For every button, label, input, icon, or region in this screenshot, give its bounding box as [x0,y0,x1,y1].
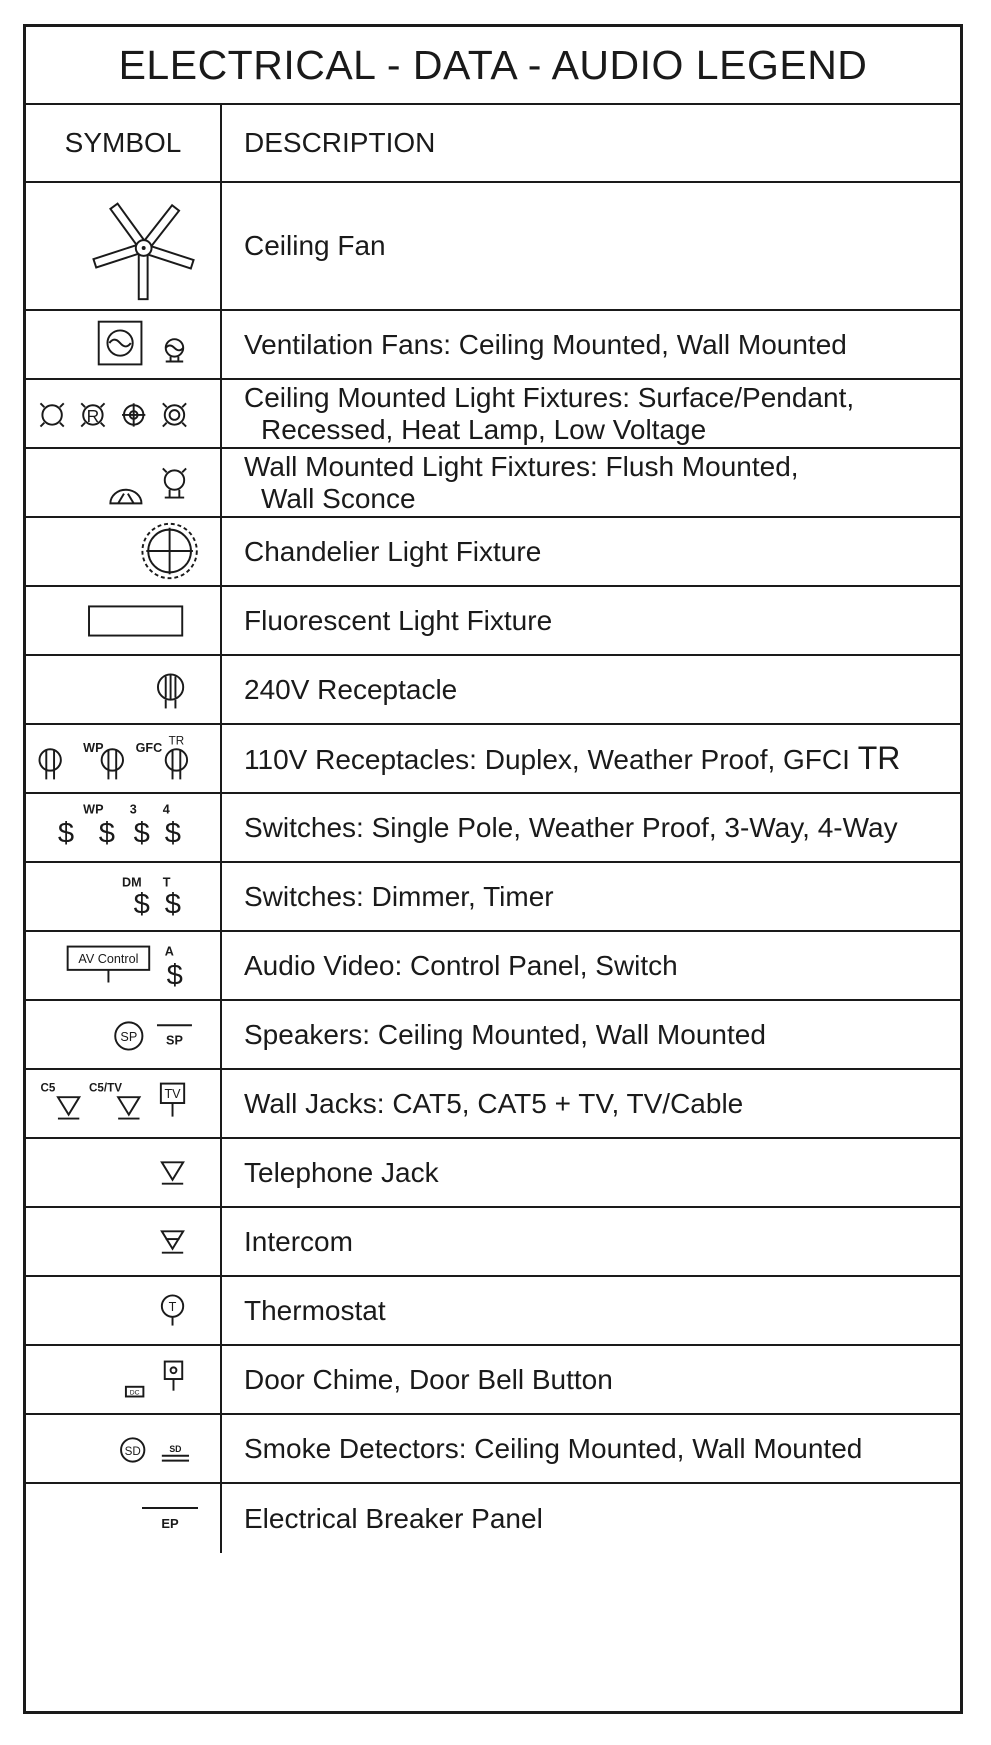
row-description: Fluorescent Light Fixture [244,604,553,636]
ceiling-light-fixtures-icon [26,380,220,447]
legend-row-240v [26,656,960,725]
thermostat-icon [26,1277,220,1344]
svg-text:3: 3 [129,802,137,817]
row-description: Ceiling Mounted Light Fixtures: Surface/Pendant, [244,381,855,413]
svg-text:A: A [164,944,174,959]
svg-text:$: $ [166,959,183,992]
recessed-label: R [86,405,100,426]
svg-text:$: $ [57,817,75,850]
av-control-icon [26,932,220,999]
legend-row-ceiling-lights [26,380,960,449]
description-header: DESCRIPTION [244,127,436,158]
door-chime-icon [26,1346,220,1413]
row-description: Audio Video: Control Panel, Switch [244,949,678,981]
svg-text:WP: WP [83,741,104,756]
row-description: Wall Mounted Light Fixtures: Flush Mounted, [244,450,799,482]
svg-text:TV: TV [164,1087,181,1102]
svg-text:$: $ [98,817,115,850]
legend-row-fluorescent [26,587,960,656]
telephone-jack-icon [26,1139,220,1206]
speaker-icon [26,1001,220,1068]
row-description: Ceiling Fan [244,230,386,261]
row-description: Telephone Jack [244,1156,439,1188]
breaker-panel-icon [26,1484,220,1553]
row-description: 240V Receptacle [244,673,458,705]
svg-text:GFC: GFC [135,741,163,756]
row-description: Switches: Single Pole, Weather Proof, 3-Way, 4-Way [244,811,898,843]
svg-text:AV Control: AV Control [78,952,139,967]
legend-row-switches [26,794,960,863]
legend-row-thermostat [26,1277,960,1346]
legend-row-110v [26,725,960,794]
svg-text:SD: SD [124,1444,141,1458]
ventilation-fan-icon [26,311,220,378]
dimmer-timer-icon [26,863,220,930]
legend-row-wall-jacks [26,1070,960,1139]
legend-row-wall-lights [26,449,960,518]
svg-text:$: $ [133,888,150,921]
legend-row-smoke-detectors [26,1415,960,1484]
legend-row-speakers [26,1001,960,1070]
chandelier-icon [26,518,220,585]
tamper-resistant-label: TR [857,739,901,776]
switches-icon [26,794,220,861]
legend-row-dimmer-timer [26,863,960,932]
svg-text:TR: TR [168,734,185,748]
legend-row-breaker-panel [26,1484,960,1711]
row-description: Smoke Detectors: Ceiling Mounted, Wall Mounted [244,1432,863,1464]
svg-text:C5: C5 [40,1081,56,1095]
row-description-line2: Recessed, Heat Lamp, Low Voltage [261,413,707,445]
row-description: Switches: Dimmer, Timer [244,880,554,912]
legend-row-intercom [26,1208,960,1277]
svg-text:$: $ [164,817,181,850]
row-description: 110V Receptacles: Duplex, Weather Proof, GFCI [244,743,850,775]
legend-table [23,24,963,1714]
row-description: Chandelier Light Fixture [244,535,542,567]
legend-row-door-chime [26,1346,960,1415]
svg-text:T: T [162,875,171,890]
svg-text:WP: WP [83,802,104,817]
legend-title: ELECTRICAL - DATA - AUDIO LEGEND [26,27,960,105]
legend-row-telephone [26,1139,960,1208]
header-row [26,105,960,183]
svg-text:SD: SD [169,1443,182,1454]
svg-text:$: $ [133,817,150,850]
wall-jack-icon [26,1070,220,1137]
svg-text:T: T [168,1299,177,1314]
svg-text:SP: SP [166,1033,183,1048]
legend-row-ceiling-fan [26,183,960,311]
row-description: Door Chime, Door Bell Button [244,1363,613,1395]
intercom-icon [26,1208,220,1275]
receptacles-110v-icon [26,725,220,792]
svg-text:EP: EP [161,1516,179,1531]
svg-text:DC: DC [129,1389,140,1397]
legend-row-chandelier [26,518,960,587]
svg-text:C5/TV: C5/TV [89,1081,123,1095]
fluorescent-fixture-icon [26,587,220,654]
svg-text:SP: SP [120,1029,138,1044]
legend-row-audio-video [26,932,960,1001]
row-description: Speakers: Ceiling Mounted, Wall Mounted [244,1018,766,1050]
svg-text:$: $ [164,888,181,921]
row-description: Electrical Breaker Panel [244,1502,543,1534]
svg-text:DM: DM [122,875,142,890]
legend-row-ventilation-fans [26,311,960,380]
symbol-header: SYMBOL [26,105,222,181]
receptacle-240v-icon [26,656,220,723]
smoke-detector-icon [26,1415,220,1482]
ceiling-fan-icon [26,183,220,309]
row-description: Thermostat [244,1294,386,1326]
svg-text:4: 4 [162,802,170,817]
row-description: Wall Jacks: CAT5, CAT5 + TV, TV/Cable [244,1087,744,1119]
wall-light-fixtures-icon [26,449,220,516]
row-description: Intercom [244,1225,353,1257]
row-description-line2: Wall Sconce [261,482,416,514]
row-description: Ventilation Fans: Ceiling Mounted, Wall Mounted [244,328,847,360]
